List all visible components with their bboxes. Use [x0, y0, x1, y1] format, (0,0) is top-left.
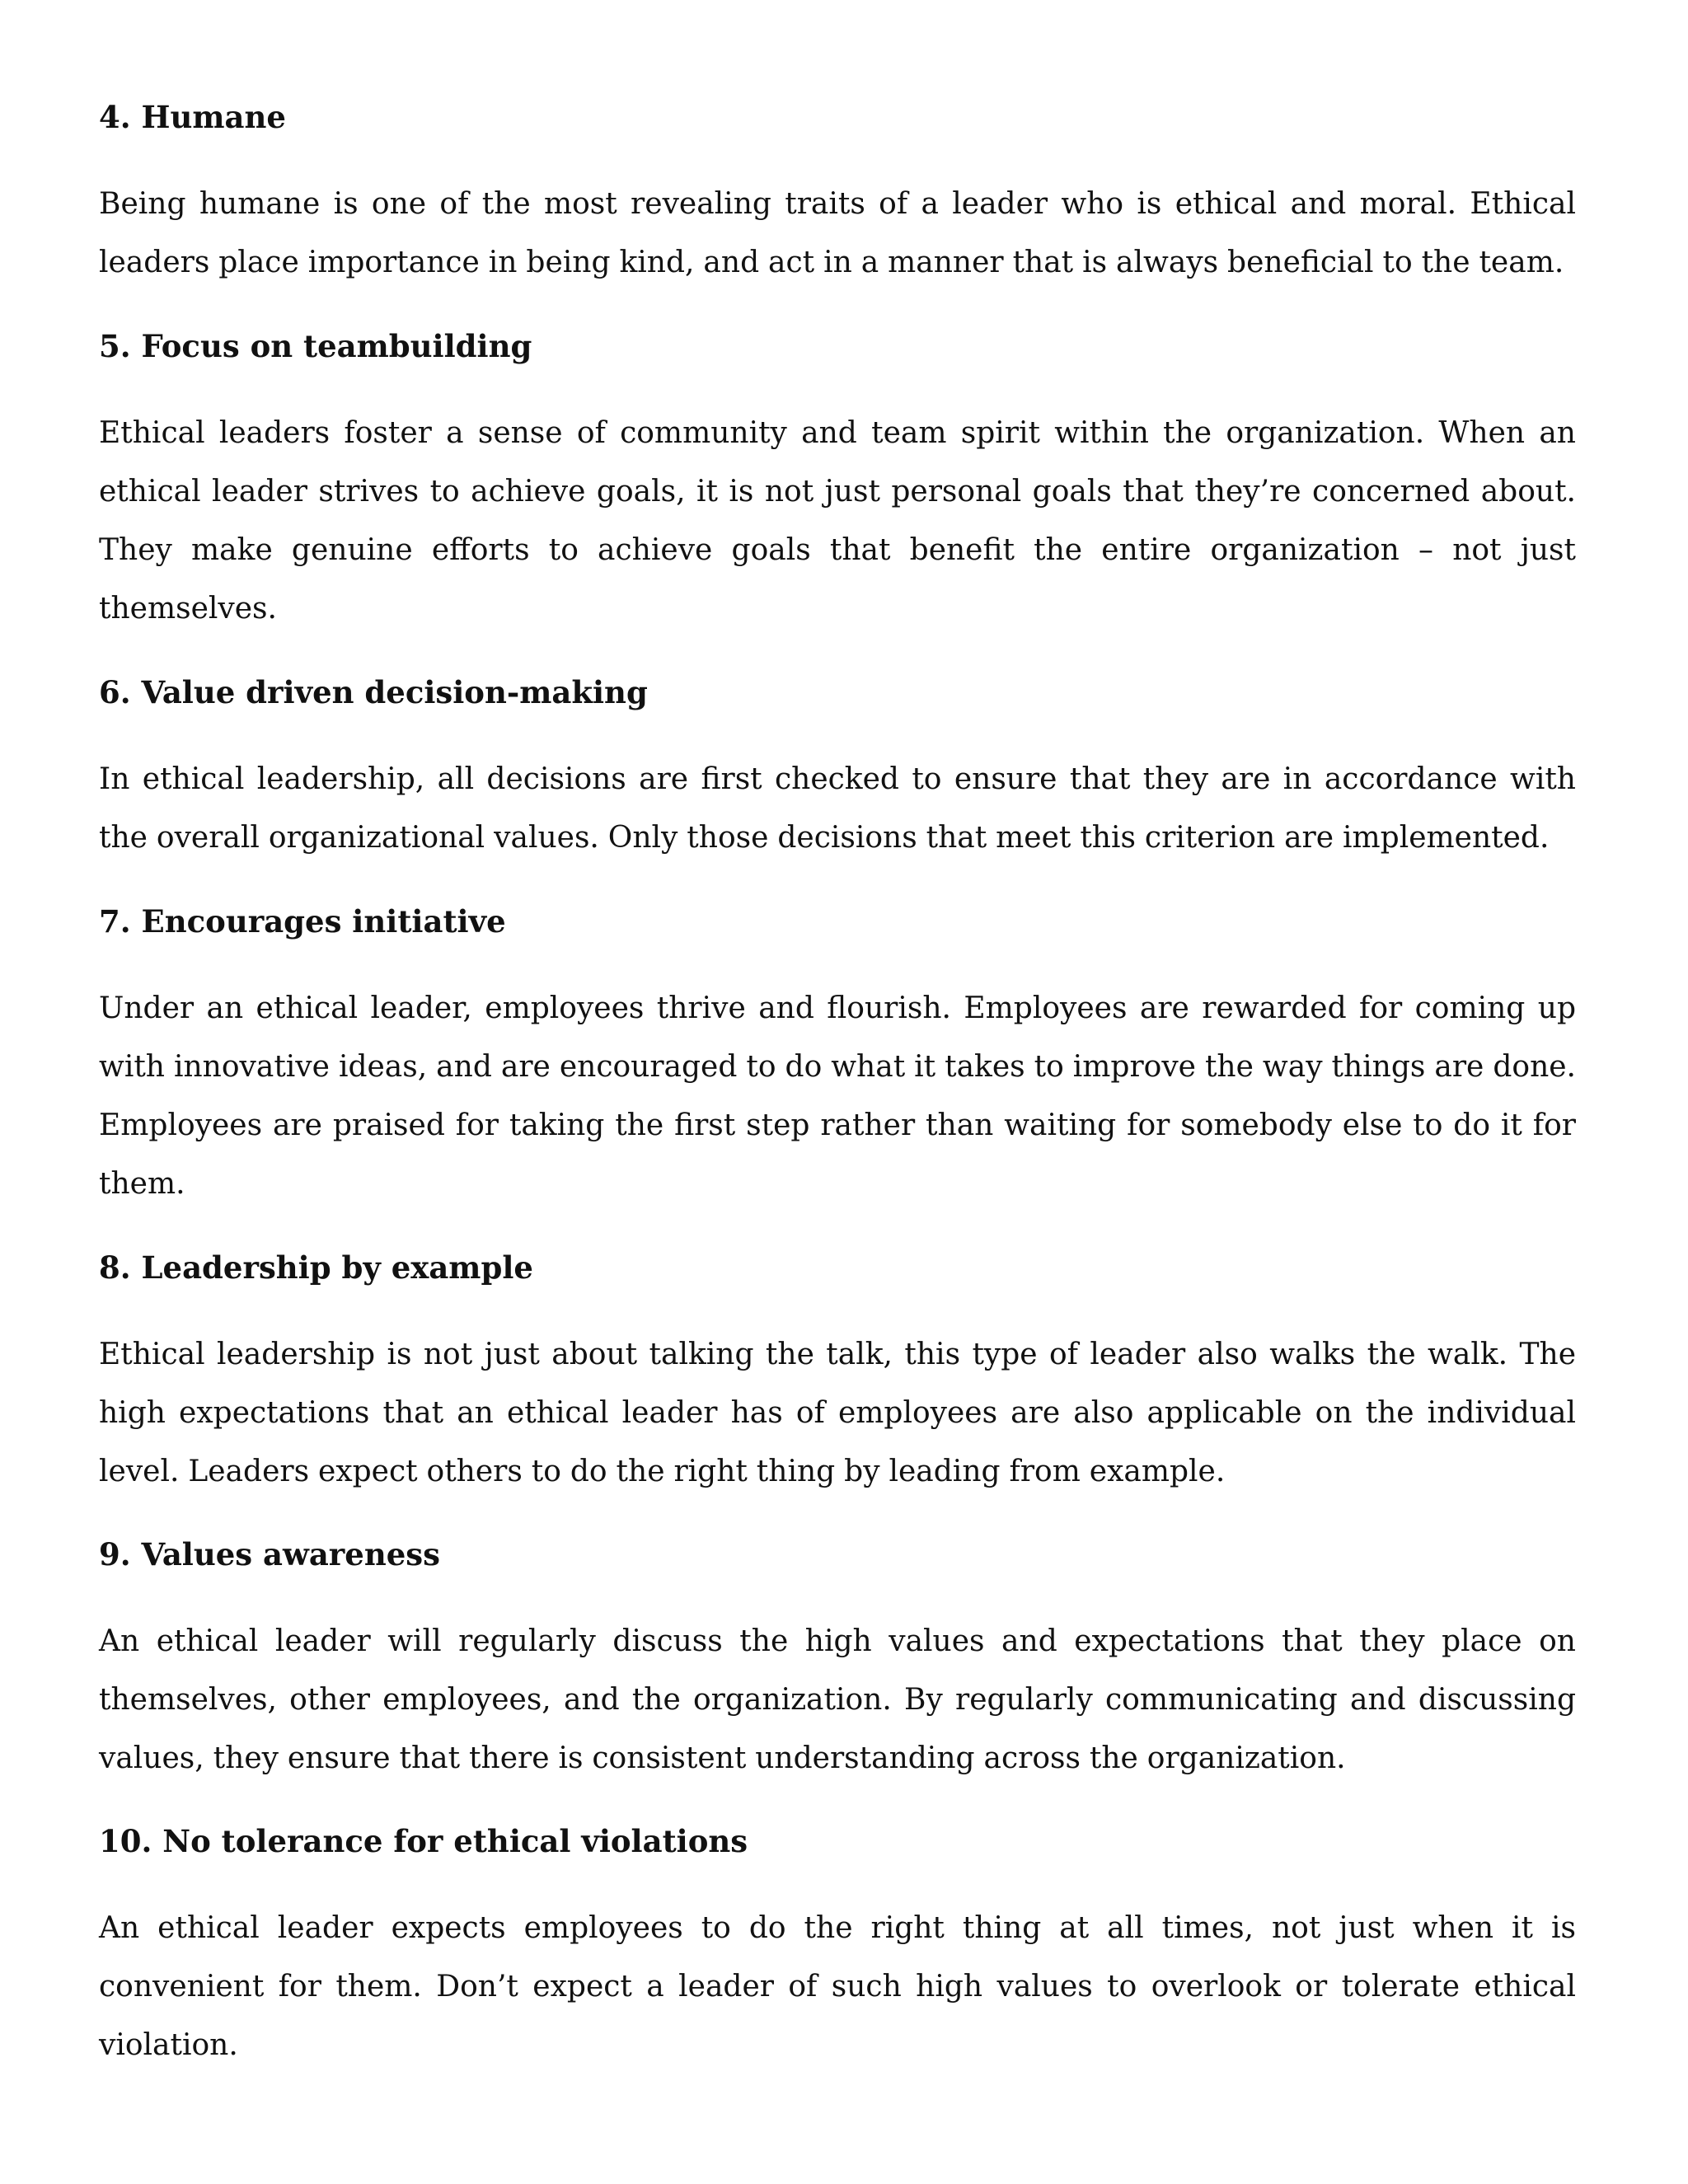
section-paragraph: Being humane is one of the most revealing traits of a leader who is ethical and moral. Ethical leaders place importance in being kind, and act in a manner that is always beneficial to the team. — [99, 187, 1576, 279]
section-heading: 8. Leadership by example — [99, 1249, 533, 1286]
section-heading: 6. Value driven decision-making — [99, 674, 648, 710]
section-paragraph: Ethical leadership is not just about talking the talk, this type of leader also walks the walk. The high expectations that an ethical leader has of employees are also applicable on the individual level. Leaders expect others to do the right thing by leading from example. — [99, 1338, 1576, 1488]
section-paragraph: Under an ethical leader, employees thrive and flourish. Employees are rewarded for coming up with innovative ideas, and are encouraged to do what it takes to improve the way things are done. Employees are praised for taking the first step rather than waiting for somebody else to do it for them. — [99, 991, 1576, 1201]
section-heading: 4. Humane — [99, 99, 286, 135]
section-heading: 5. Focus on teambuilding — [99, 328, 532, 364]
section-paragraph: In ethical leadership, all decisions are first checked to ensure that they are in accordance with the overall organizational values. Only those decisions that meet this criterion are implemented. — [99, 762, 1576, 855]
section-paragraph: An ethical leader will regularly discuss the high values and expectations that they place on themselves, other employees, and the organization. By regularly communicating and discussing values, they ensure that there is consistent understanding across the organization. — [99, 1624, 1576, 1775]
section-paragraph: An ethical leader expects employees to do the right thing at all times, not just when it is convenient for them. Don’t expect a leader of such high values to overlook or tolerate ethical violation. — [99, 1911, 1576, 2062]
section-heading: 7. Encourages initiative — [99, 903, 506, 940]
section-heading: 10. No tolerance for ethical violations — [99, 1823, 748, 1859]
section-paragraph: Ethical leaders foster a sense of community and team spirit within the organization. When an ethical leader strives to achieve goals, it is not just personal goals that they’re concerned about. They make genuine efforts to achieve goals that benefit the entire organization – not just themselves. — [99, 416, 1576, 626]
section-heading: 9. Values awareness — [99, 1536, 440, 1572]
